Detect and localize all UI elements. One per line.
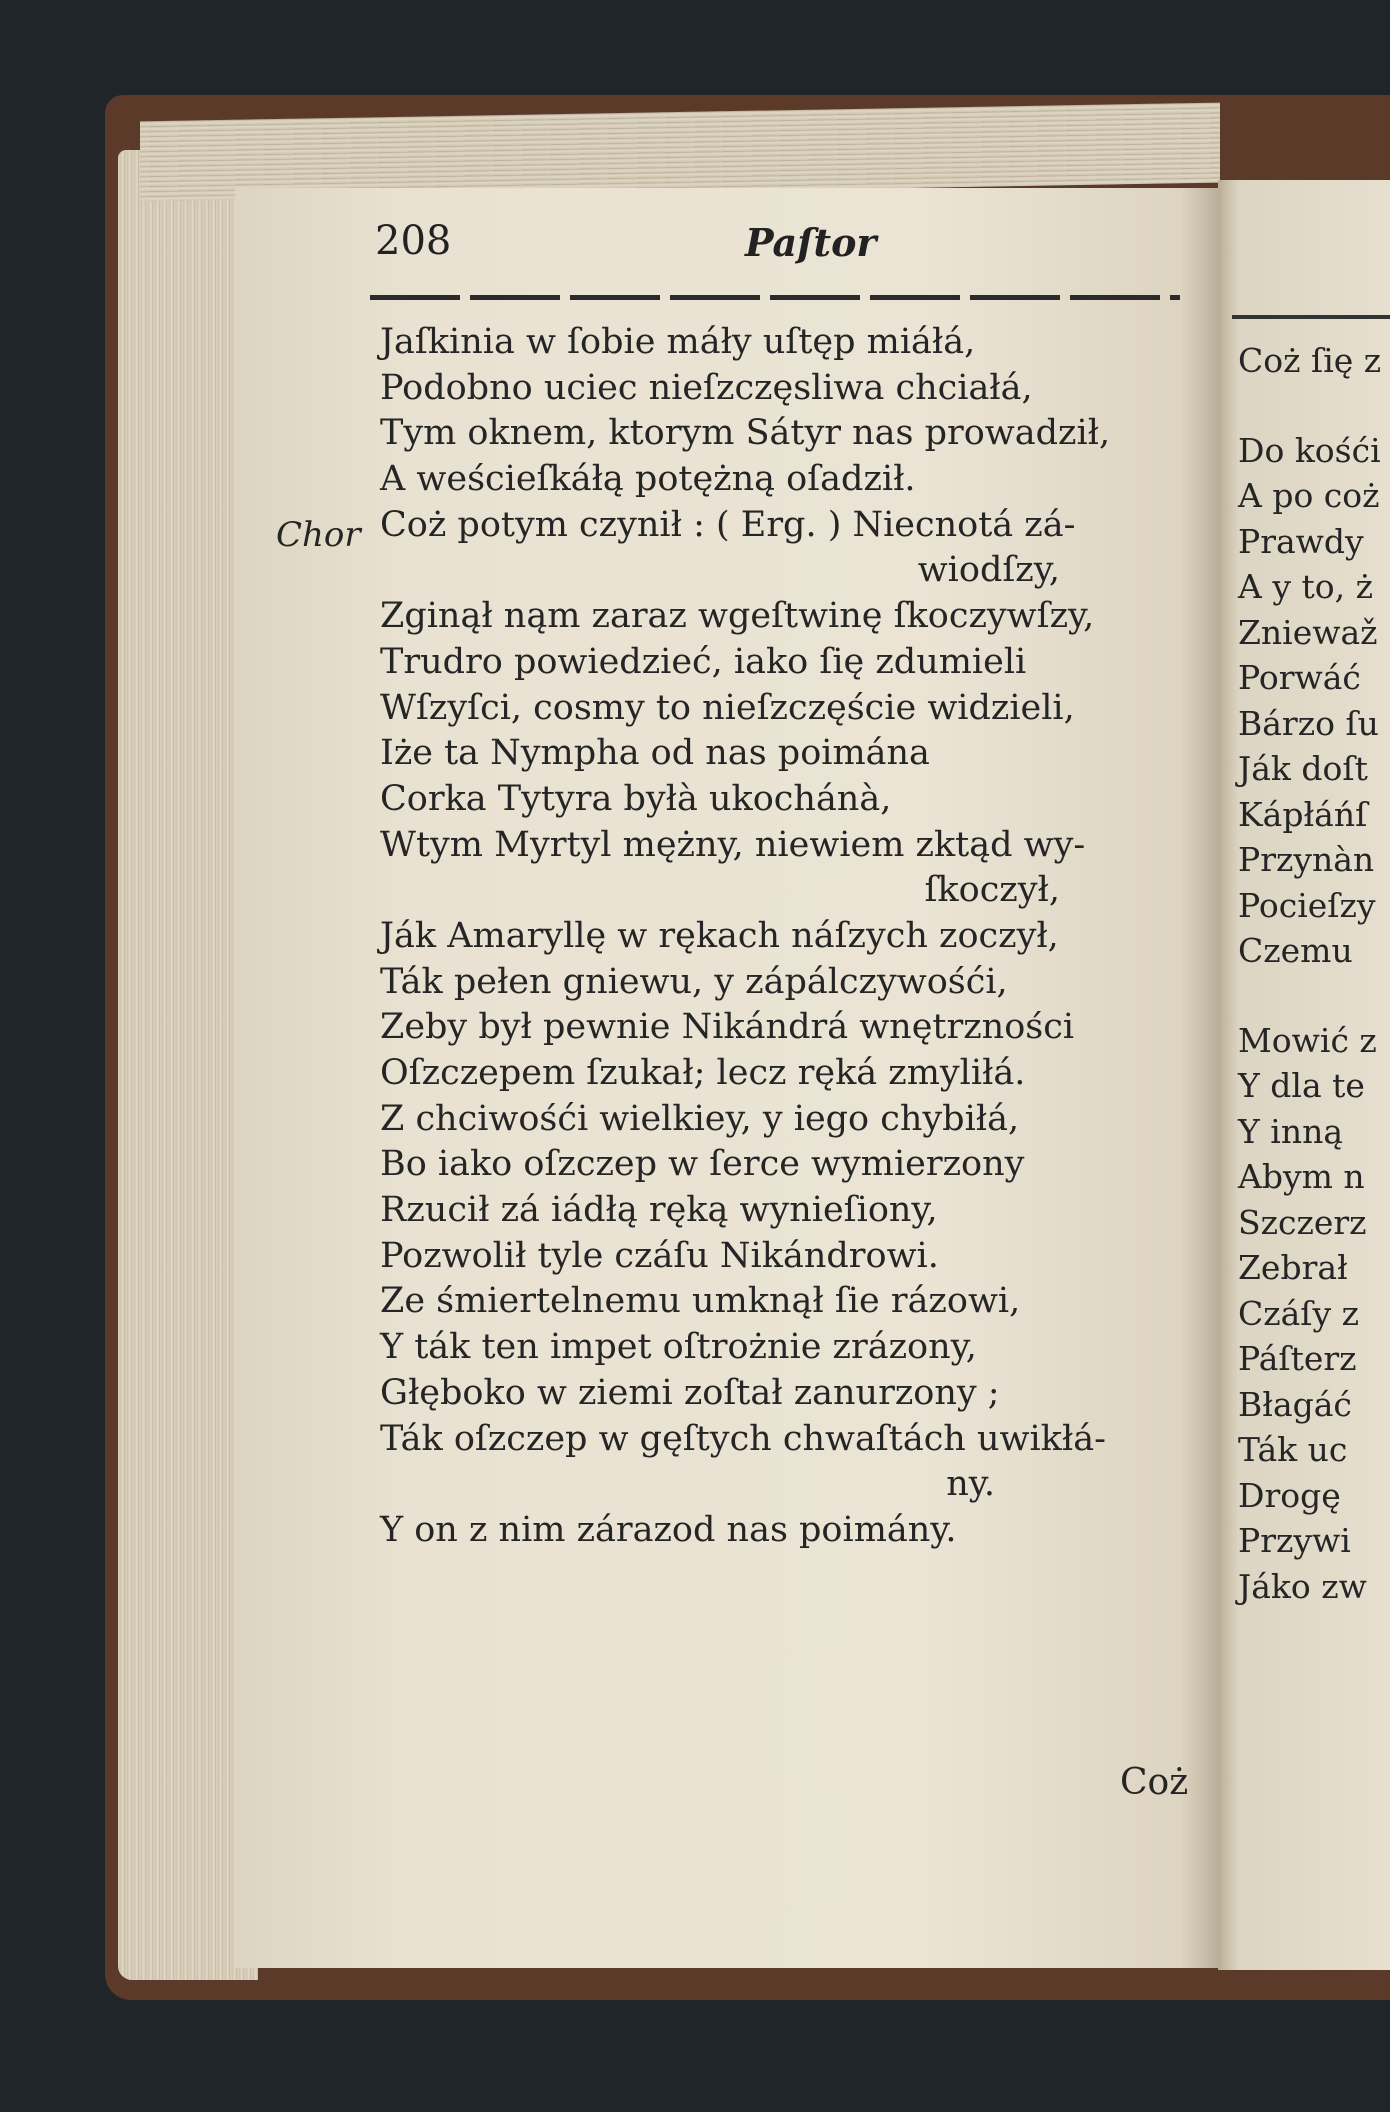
right-verse-line: Páſterz	[1238, 1339, 1357, 1378]
right-header-rule	[1232, 315, 1390, 319]
right-verse-text	[1238, 338, 1381, 1609]
right-verse-line: Jáko zw	[1238, 1566, 1367, 1606]
verse-line-continuation: ſkoczył,	[924, 870, 1060, 911]
verse-line: Zeby był pewnie Nikándrá wnętrzności	[380, 1007, 1075, 1048]
verse-line: Y on z nim zárazod nas poimány.	[380, 1509, 957, 1550]
right-verse-line: Coż ſię z	[1238, 341, 1382, 380]
running-title: Paſtor	[745, 220, 877, 265]
right-verse-line: Błagáć	[1238, 1384, 1352, 1424]
verse-line-continuation: wiodſzy,	[917, 550, 1060, 591]
verse-line: Wtym Myrtyl mężny, niewiem zktąd wy-	[380, 824, 1086, 865]
right-verse-line: Kápłáńſ	[1238, 794, 1368, 834]
right-verse-line: Ják doſt	[1238, 749, 1368, 788]
right-verse-line: Prawdy	[1238, 521, 1364, 561]
page-number: 208	[375, 218, 452, 264]
right-verse-line: Przynàn	[1238, 840, 1375, 879]
right-verse-line: Mowić z	[1238, 1020, 1377, 1060]
verse-line: Głęboko w ziemi zoſtał zanurzony ;	[380, 1372, 1000, 1413]
right-verse-line: Przywi	[1238, 1521, 1351, 1560]
right-verse-line: Zebrał	[1238, 1248, 1348, 1287]
right-verse-line: Pocieſzy	[1238, 885, 1376, 925]
right-verse-line: Y inną	[1238, 1111, 1344, 1151]
verse-line: Ták pełen gniewu, y zápálczywośći,	[380, 961, 1008, 1002]
right-verse-line: A y to, ż	[1238, 567, 1373, 606]
right-verse-line: A po coż	[1238, 476, 1380, 515]
right-verse-line: Ták uc	[1238, 1430, 1348, 1469]
verse-line: Z chciwośći wielkiey, y iego chybiłá,	[380, 1098, 1020, 1139]
right-verse-line: Porwáć	[1238, 658, 1361, 697]
right-verse-line: Bárzo ſu	[1238, 703, 1379, 743]
verse-line: Y ták ten impet oſtrożnie zrázony,	[380, 1327, 977, 1368]
right-verse-line: Do kośći	[1238, 430, 1381, 470]
right-verse-line: Zniewaž	[1238, 612, 1378, 652]
verse-line: Zginął nąm zaraz wgeſtwinę ſkoczywſzy,	[380, 596, 1095, 637]
catchword: Coż	[1120, 1762, 1189, 1803]
verse-line: Oſzczepem ſzukał; lecz ręká zmyliłá.	[380, 1053, 1026, 1093]
page-header	[375, 218, 1185, 278]
verse-text	[380, 320, 1180, 1554]
verse-line: Coż potym czynił : ( Erg. ) Niecnotá zá-	[380, 504, 1076, 545]
verse-line: Tym oknem, ktorym Sátyr nas prowadził,	[380, 413, 1111, 454]
verse-line: Wſzyſci, cosmy to nieſzczęście widzieli,	[380, 687, 1075, 728]
verse-line: Jaſkinia w ſobie máły uſtęp miáłá,	[380, 322, 976, 362]
verse-line: Ják Amaryllę w rękach náſzych zoczył,	[380, 915, 1059, 956]
verse-line: Podobno uciec nieſzczęsliwa chciałá,	[380, 367, 1033, 408]
verse-line: Pozwolił tyle czáſu Nikándrowi.	[380, 1235, 939, 1276]
right-verse-line: Abym n	[1238, 1157, 1365, 1196]
verse-line-continuation: ny.	[946, 1464, 995, 1505]
right-verse-line: Drogę	[1238, 1475, 1341, 1515]
verse-line: Bo iako oſzczep w ſerce wymierzony	[380, 1144, 1025, 1185]
header-rule	[370, 295, 1180, 300]
verse-line: A weścieſkáłą potężną oſadził.	[380, 459, 916, 500]
right-verse-line: Czáſy z	[1238, 1293, 1360, 1333]
right-verse-line: Szczerz	[1238, 1202, 1367, 1242]
verse-line: Iże ta Nympha od nas poimána	[380, 733, 930, 774]
right-verse-line: Y dla te	[1238, 1066, 1365, 1105]
verse-line: Ze śmiertelnemu umknął ſie rázowi,	[380, 1281, 1021, 1322]
speaker-label: Chor	[276, 515, 361, 555]
right-page	[1218, 180, 1390, 1970]
right-verse-line: Czemu	[1238, 931, 1353, 970]
verse-line: Corka Tytyra byłà ukochánà,	[380, 778, 892, 819]
verse-line: Ták oſzczep w gęſtych chwaſtách uwikłá-	[380, 1418, 1106, 1459]
verse-line: Trudro powiedzieć, iako ſię zdumieli	[380, 641, 1027, 682]
verse-line: Rzucił zá iádłą ręką wynieſiony,	[380, 1190, 938, 1231]
